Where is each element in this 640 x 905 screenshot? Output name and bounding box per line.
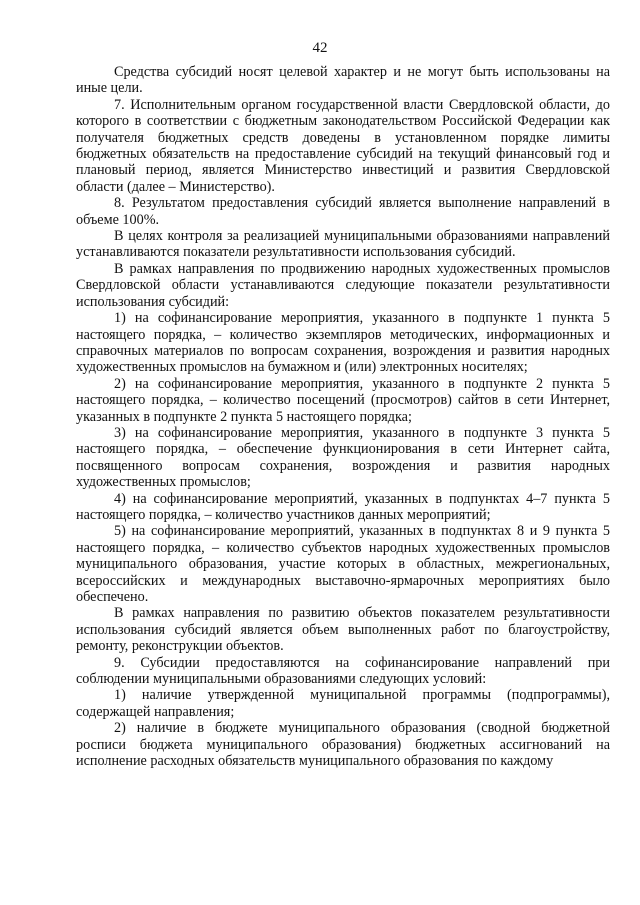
list-item-1: 1) на софинансирование мероприятия, указанного в подпункте 1 пункта 5 настоящего порядка, – количество экземпляров методических, информационных и справочных материалов по вопросам сохранения, возрождения и развития народных художественных промыслов на бумажном и (или) электронных носителях; <box>76 310 610 376</box>
list-item-2: 2) на софинансирование мероприятия, указанного в подпункте 2 пункта 5 настоящего порядка, – количество посещений (просмотров) сайтов в сети Интернет, указанных в подпункте 2 пункта 5 настоящего порядка; <box>76 375 610 425</box>
document-body <box>76 64 610 769</box>
condition-item-1: 1) наличие утвержденной муниципальной программы (подпрограммы), содержащей направления; <box>76 687 610 720</box>
paragraph-item-8: 8. Результатом предоставления субсидий является выполнение направлений в объеме 100%. <box>76 195 610 228</box>
condition-item-2: 2) наличие в бюджете муниципального образования (сводной бюджетной росписи бюджета муниципального образования) бюджетных ассигнований на исполнение расходных обязательств муниципального образования по каждому <box>76 720 610 770</box>
list-item-3: 3) на софинансирование мероприятия, указанного в подпункте 3 пункта 5 настоящего порядка, – обеспечение функционирования в сети Интернет сайта, посвященного вопросам сохранения, возрождения и развития народных художественных промыслов; <box>76 424 610 491</box>
paragraph-control-indicators: В целях контроля за реализацией муниципальными образованиями направлений устанавливаются показатели результативности использования субсидий. <box>76 228 610 261</box>
page-number: 42 <box>312 40 328 56</box>
paragraph-purpose-of-funds: Средства субсидий носят целевой характер и не могут быть использованы на иные цели. <box>76 64 610 97</box>
paragraph-item-9: 9. Субсидии предоставляются на софинансирование направлений при соблюдении муниципальными образованиями следующих условий: <box>76 654 610 688</box>
list-item-4: 4) на софинансирование мероприятий, указанных в подпунктах 4–7 пункта 5 настоящего порядка, – количество участников данных мероприятий; <box>76 490 610 523</box>
list-item-5: 5) на софинансирование мероприятий, указанных в подпунктах 8 и 9 пункта 5 настоящего порядка, – количество субъектов народных художественных промыслов муниципального образования, участие которых в областных, межрегиональных, всероссийских и международных выставочно-ярмарочных мероприятиях было обеспечено. <box>76 523 610 605</box>
paragraph-item-7: 7. Исполнительным органом государственной власти Свердловской области, до которого в соответствии с бюджетным законодательством Российской Федерации как получателя бюджетных средств доведены в установленном порядке лимиты бюджетных обязательств на предоставление субсидий на текущий финансовый год и плановый период, является Министерство инвестиций и развития Свердловской области (далее – Министерство). <box>76 96 610 195</box>
paragraph-crafts-indicators: В рамках направления по продвижению народных художественных промыслов Свердловской области устанавливаются следующие показатели результативности использования субсидий: <box>76 260 610 310</box>
paragraph-objects-indicator: В рамках направления по развитию объектов показателем результативности использования субсидий является объем выполненных работ по благоустройству, ремонту, реконструкции объектов. <box>76 605 610 655</box>
